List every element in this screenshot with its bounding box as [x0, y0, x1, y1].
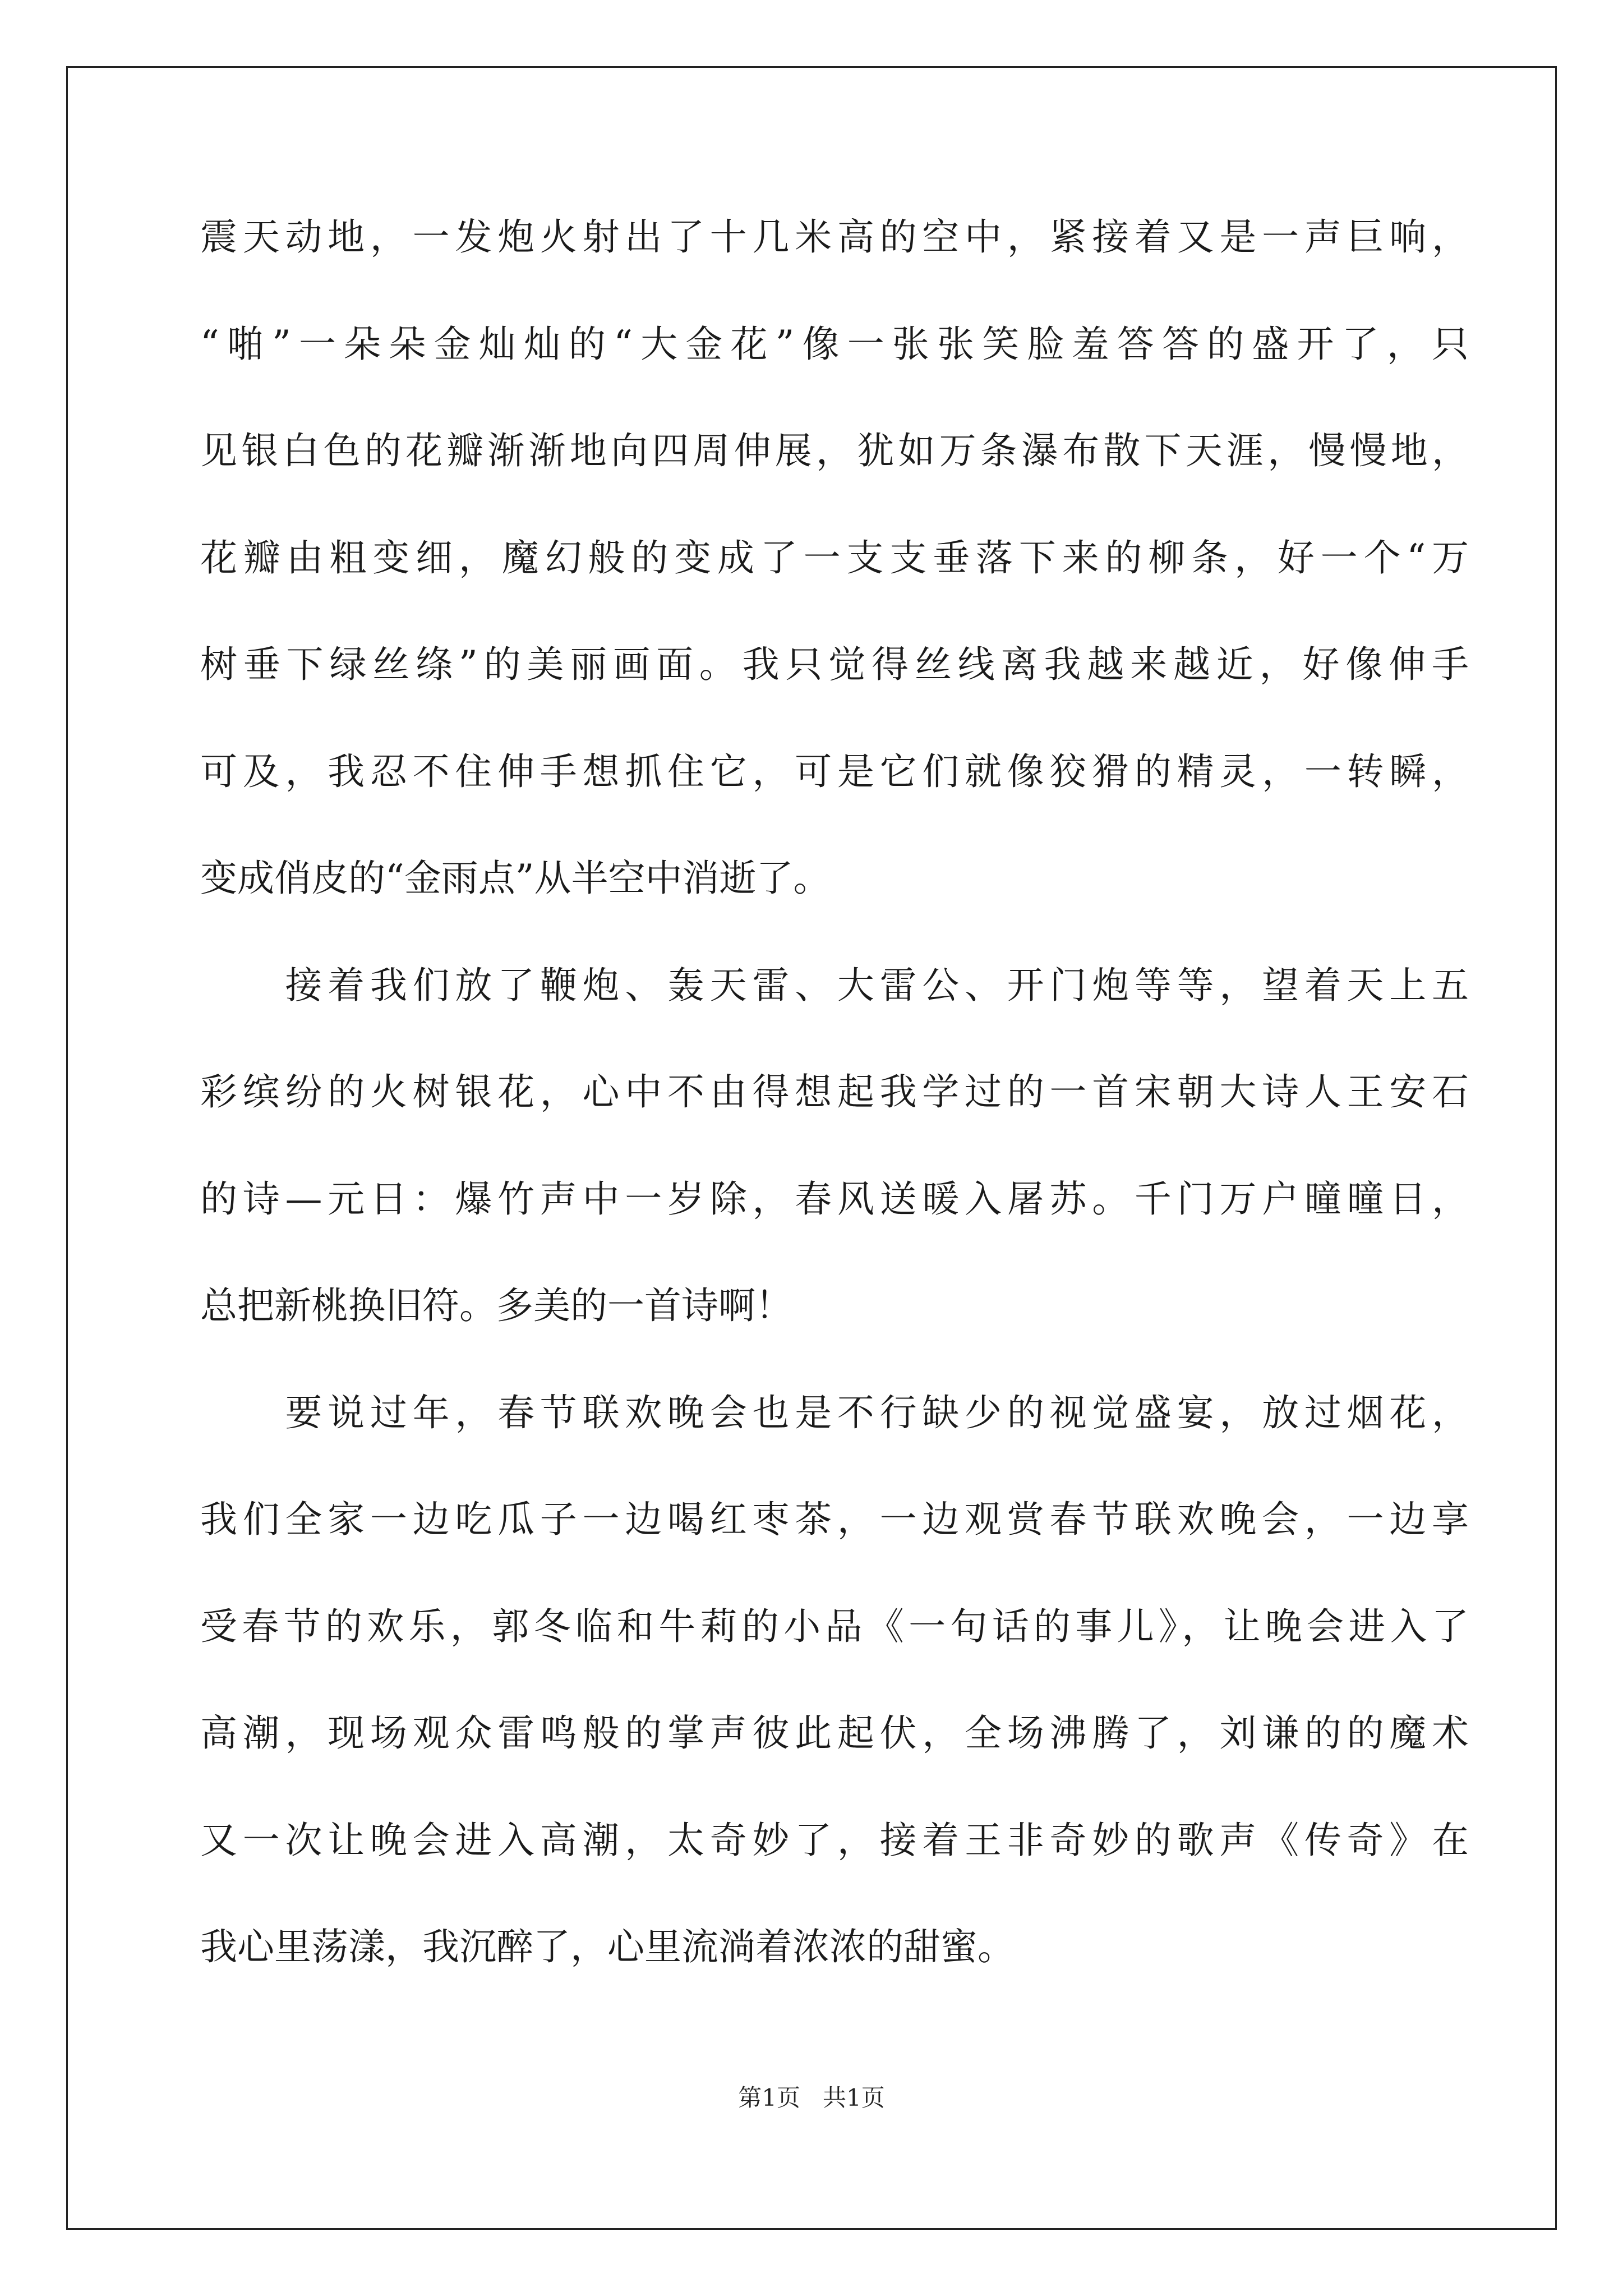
text-line-7: 变成俏皮的“金雨点”从半空中消逝了。 [200, 857, 831, 900]
page-number-footer: 第1页 共1页 [738, 2084, 885, 2111]
text-line-1: 震天动地，一发炮火射出了十几米高的空中，紧接着又是一声巨响， [200, 215, 1469, 259]
text-line-3: 见银白色的花瓣渐渐地向四周伸展，犹如万条瀑布散下天涯，慢慢地， [200, 429, 1469, 472]
text-line-9: 彩缤纷的火树银花，心中不由得想起我学过的一首宋朝大诗人王安石 [200, 1070, 1469, 1114]
text-line-15: 高潮，现场观众雷鸣般的掌声彼此起伏，全场沸腾了，刘谦的的魔术 [200, 1711, 1469, 1755]
text-line-13: 我们全家一边吃瓜子一边喝红枣茶，一边观赏春节联欢晚会，一边享 [200, 1498, 1469, 1541]
text-line-11: 总把新桃换旧符。多美的一首诗啊！ [200, 1284, 792, 1327]
text-line-5: 树垂下绿丝绦”的美丽画面。我只觉得丝线离我越来越近，好像伸手 [200, 643, 1469, 686]
text-line-8: 接着我们放了鞭炮、轰天雷、大雷公、开门炮等等，望着天上五 [200, 963, 1469, 1007]
document-body [200, 208, 1469, 2024]
text-line-10: 的诗—元日：爆竹声中一岁除，春风送暖入屠苏。千门万户曈曈日， [200, 1177, 1469, 1221]
text-line-4: 花瓣由粗变细，魔幻般的变成了一支支垂落下来的柳条，好一个“万 [200, 536, 1469, 579]
text-line-6: 可及，我忍不住伸手想抓住它，可是它们就像狡猾的精灵，一转瞬， [200, 749, 1469, 793]
text-line-12: 要说过年，春节联欢晚会也是不行缺少的视觉盛宴，放过烟花， [200, 1391, 1469, 1434]
text-line-14: 受春节的欢乐，郭冬临和牛莉的小品《一句话的事儿》，让晚会进入了 [200, 1604, 1469, 1648]
text-line-2: “啪”一朵朵金灿灿的“大金花”像一张张笑脸羞答答的盛开了，只 [200, 322, 1469, 366]
text-line-16: 又一次让晚会进入高潮，太奇妙了，接着王非奇妙的歌声《传奇》在 [200, 1818, 1469, 1862]
text-line-17: 我心里荡漾，我沉醉了，心里流淌着浓浓的甜蜜。 [200, 1925, 1015, 1968]
